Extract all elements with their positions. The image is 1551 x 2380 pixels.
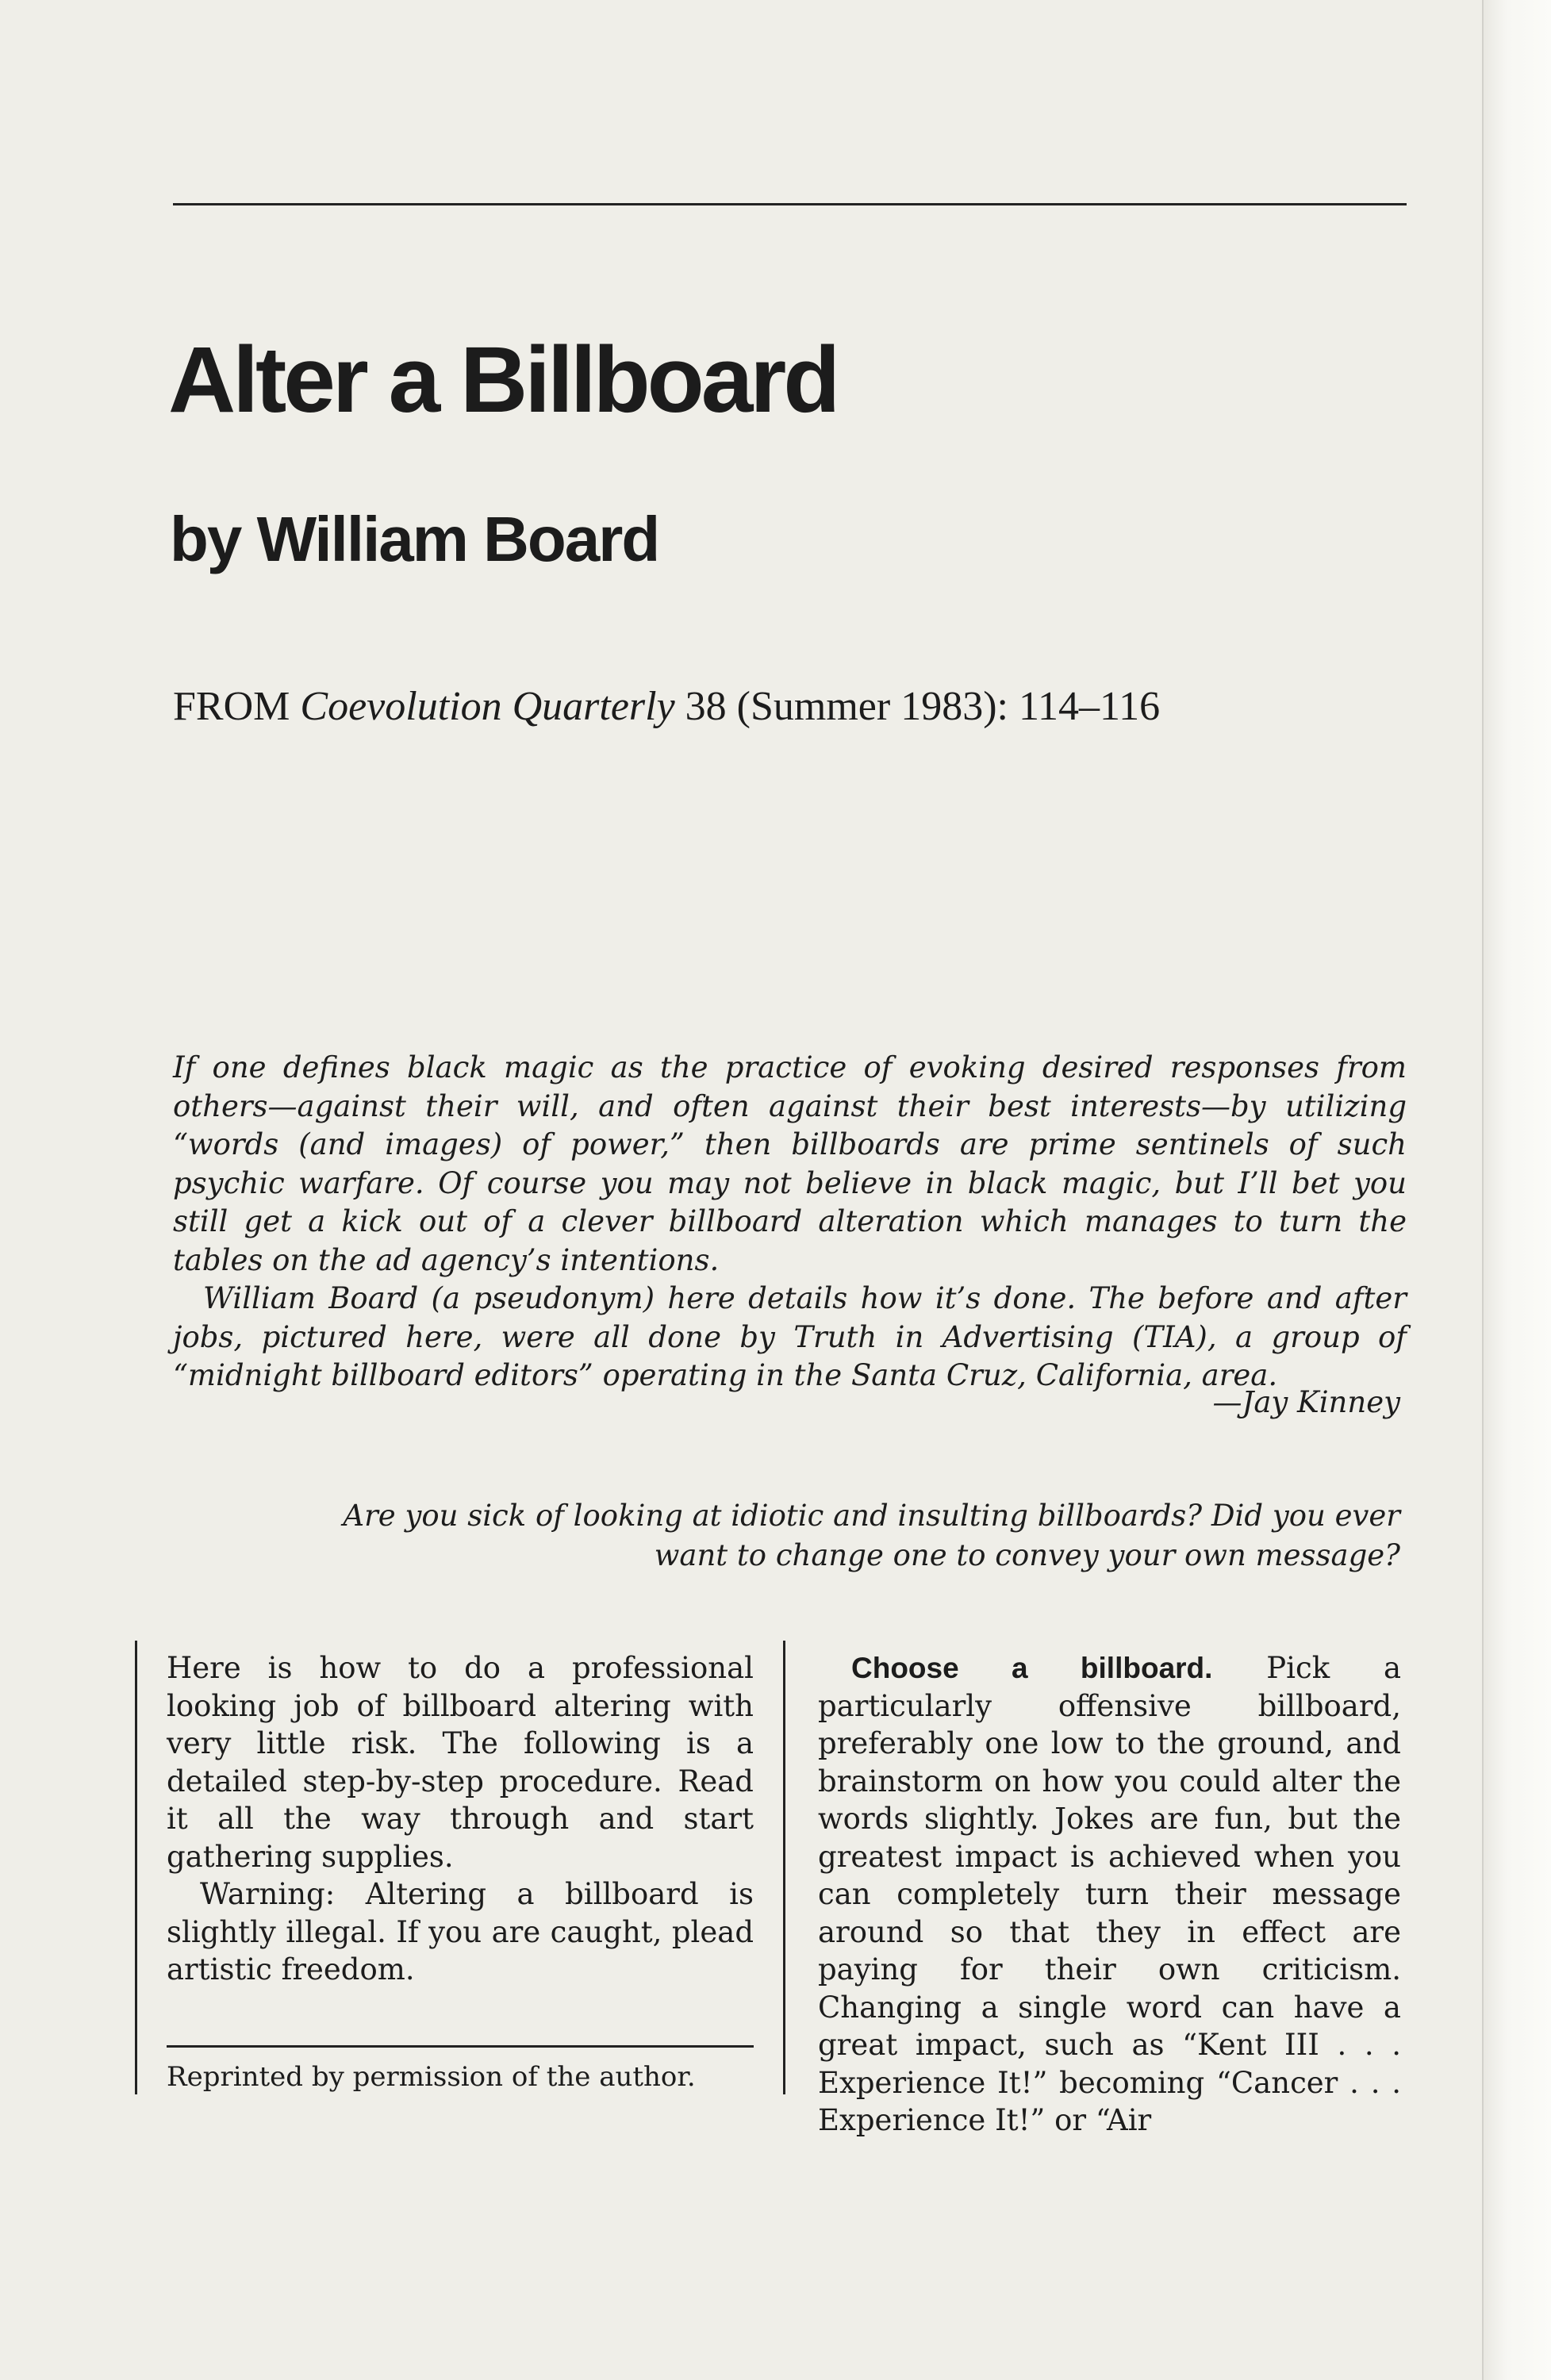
source-citation — [173, 681, 1395, 733]
body-paragraph — [818, 1649, 1401, 2140]
section-text: Pick a particularly offensive billboard, preferably one low to the ground, and brainstorm on how you could alter the words slightly. Jokes are fun, but the greatest impact is achieved when you can completely turn their message around so that they in effect are paying for their own criticism. Changing a single word can have a great impact, such as “Kent III . . . Experience It!” becoming “Cancer . . . Experience It!” or “Air — [818, 1651, 1401, 2137]
right-column — [818, 1649, 1401, 2140]
column-divider — [783, 1641, 785, 2094]
left-column-rule — [135, 1641, 137, 2094]
intro-paragraph: William Board (a pseudonym) here details how it’s done. The before and after jobs, pictured here, were all done by Truth in Advertising (TIA), a group of “midnight billboard editors” operating in the Santa Cruz, California, area. — [173, 1281, 1407, 1392]
section-heading: Choose a billboard. — [851, 1652, 1213, 1684]
article-byline: by William Board — [170, 504, 659, 574]
lead-question: Are you sick of looking at idiotic and insulting billboards? Did you ever want to change one to convey your own message? — [343, 1499, 1400, 1572]
editor-intro — [173, 1049, 1407, 1395]
source-details: 38 (Summer 1983): 114–116 — [674, 684, 1161, 729]
intro-attribution: —Jay Kinney — [1212, 1385, 1400, 1419]
reprint-footnote: Reprinted by permission of the author. — [167, 2061, 696, 2093]
source-publication: Coevolution Quarterly — [300, 684, 675, 729]
left-column — [167, 1649, 754, 1989]
source-prefix: FROM — [173, 684, 301, 729]
footnote-rule — [167, 2045, 754, 2048]
top-rule — [173, 203, 1407, 205]
body-paragraph: Here is how to do a professional looking job of billboard altering with very little risk. The following is a detailed step-by-step procedure. Read it all the way through and start gathering supplies. — [167, 1651, 754, 1874]
intro-paragraph: If one defines black magic as the practice of evoking desired responses from others—against their will, and often against their best interests—by utilizing “words (and images) of power,” then billboards are prime sentinels of such psychic warfare. Of course you may not believe in black magic, but I’ll bet you still get a kick out of a clever billboard alteration which manages to turn the tables on the ad agency’s intentions. — [173, 1050, 1407, 1277]
warning-paragraph: Warning: Altering a billboard is slightly illegal. If you are caught, plead artistic freedom. — [167, 1877, 754, 1987]
article-title: Alter a Billboard — [168, 328, 838, 432]
page-edge — [1484, 0, 1551, 2380]
